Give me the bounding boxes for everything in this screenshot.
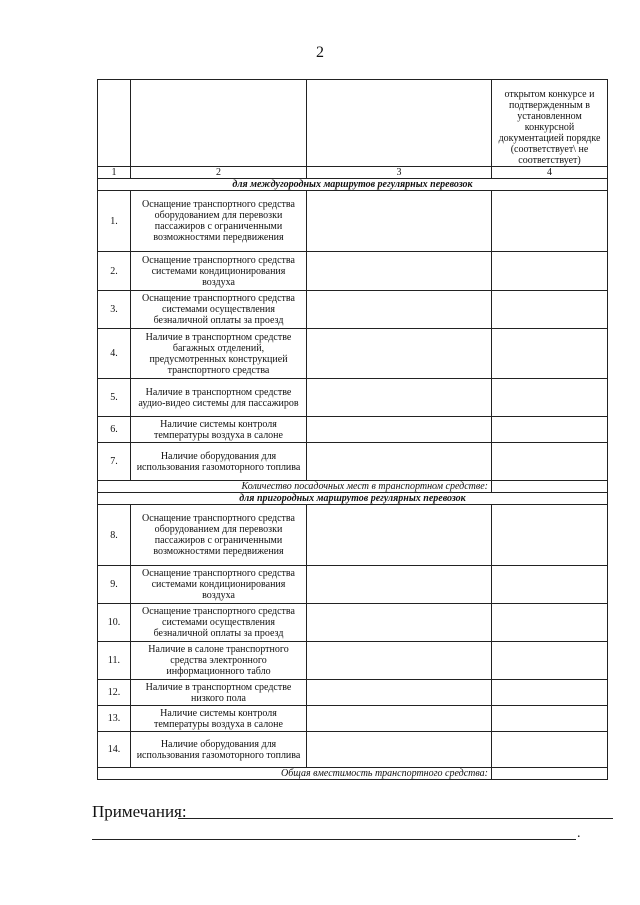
compliance-cell bbox=[492, 252, 608, 291]
row-number: 4. bbox=[98, 329, 131, 379]
criterion-text: Оснащение транспортного средства системами кондиционирования воздуха bbox=[131, 252, 307, 291]
table-row bbox=[98, 191, 608, 252]
compliance-cell bbox=[492, 443, 608, 481]
criterion-text: Наличие системы контроля температуры воздуха в салоне bbox=[131, 417, 307, 443]
value-cell bbox=[307, 642, 492, 680]
value-cell bbox=[307, 329, 492, 379]
column-number-2: 2 bbox=[131, 167, 307, 179]
value-cell bbox=[307, 680, 492, 706]
header-cell-1 bbox=[98, 80, 131, 167]
header-cell-4: открытом конкурсе и подтвержденным в установленном конкурсной документацией порядке (соответствует\ не соответствует) bbox=[492, 80, 608, 167]
value-cell bbox=[307, 417, 492, 443]
section-title: для пригородных маршрутов регулярных перевозок bbox=[98, 493, 608, 505]
compliance-cell bbox=[492, 680, 608, 706]
column-number-1: 1 bbox=[98, 167, 131, 179]
criterion-text: Наличие оборудования для использования газомоторного топлива bbox=[131, 443, 307, 481]
value-cell bbox=[307, 505, 492, 566]
value-cell bbox=[307, 191, 492, 252]
compliance-cell bbox=[492, 604, 608, 642]
value-cell bbox=[307, 252, 492, 291]
table-row bbox=[98, 291, 608, 329]
compliance-cell bbox=[492, 505, 608, 566]
column-number-4: 4 bbox=[492, 167, 608, 179]
total-row bbox=[98, 768, 608, 780]
notes-label: Примечания: bbox=[92, 802, 187, 821]
header-cell-3 bbox=[307, 80, 492, 167]
criterion-text: Наличие в транспортном средстве аудио-видео системы для пассажиров bbox=[131, 379, 307, 417]
criterion-text: Наличие системы контроля температуры воздуха в салоне bbox=[131, 706, 307, 732]
value-cell bbox=[307, 732, 492, 768]
row-number: 10. bbox=[98, 604, 131, 642]
value-cell bbox=[307, 604, 492, 642]
table-row bbox=[98, 417, 608, 443]
criteria-table bbox=[97, 79, 608, 780]
column-numbers-row bbox=[98, 167, 608, 179]
criterion-text: Наличие в транспортном средстве багажных отделений, предусмотренных конструкцией транспортного средства bbox=[131, 329, 307, 379]
table-row bbox=[98, 505, 608, 566]
table-row bbox=[98, 379, 608, 417]
table-row bbox=[98, 566, 608, 604]
compliance-cell bbox=[492, 732, 608, 768]
row-number: 13. bbox=[98, 706, 131, 732]
value-cell bbox=[307, 706, 492, 732]
compliance-cell bbox=[492, 642, 608, 680]
value-cell bbox=[307, 291, 492, 329]
table-row bbox=[98, 604, 608, 642]
notes-section bbox=[92, 802, 612, 841]
row-number: 7. bbox=[98, 443, 131, 481]
section-title-row bbox=[98, 493, 608, 505]
criterion-text: Оснащение транспортного средства системами кондиционирования воздуха bbox=[131, 566, 307, 604]
page-number: 2 bbox=[316, 44, 324, 61]
section-title-row bbox=[98, 179, 608, 191]
criterion-text: Наличие оборудования для использования газомоторного топлива bbox=[131, 732, 307, 768]
row-number: 3. bbox=[98, 291, 131, 329]
table-row bbox=[98, 706, 608, 732]
value-cell bbox=[307, 566, 492, 604]
criterion-text: Оснащение транспортного средства оборудованием для перевозки пассажиров с ограниченными возможностями передвижения bbox=[131, 191, 307, 252]
criterion-text: Наличие в транспортном средстве низкого пола bbox=[131, 680, 307, 706]
compliance-cell bbox=[492, 706, 608, 732]
table-row bbox=[98, 329, 608, 379]
table-row bbox=[98, 443, 608, 481]
notes-fill-line-1 bbox=[178, 818, 613, 819]
total-value bbox=[492, 768, 608, 780]
compliance-cell bbox=[492, 329, 608, 379]
notes-end-mark: . bbox=[577, 826, 581, 841]
row-number: 11. bbox=[98, 642, 131, 680]
notes-fill-line-2 bbox=[92, 839, 576, 840]
table-header-row bbox=[98, 80, 608, 167]
compliance-cell bbox=[492, 291, 608, 329]
value-cell bbox=[307, 443, 492, 481]
section-title: для междугородных маршрутов регулярных перевозок bbox=[98, 179, 608, 191]
total-label: Общая вместимость транспортного средства: bbox=[98, 768, 492, 780]
compliance-cell bbox=[492, 566, 608, 604]
table-row bbox=[98, 642, 608, 680]
value-cell bbox=[307, 379, 492, 417]
row-number: 1. bbox=[98, 191, 131, 252]
row-number: 6. bbox=[98, 417, 131, 443]
compliance-cell bbox=[492, 417, 608, 443]
column-number-3: 3 bbox=[307, 167, 492, 179]
table-row bbox=[98, 680, 608, 706]
row-number: 8. bbox=[98, 505, 131, 566]
criterion-text: Наличие в салоне транспортного средства электронного информационного табло bbox=[131, 642, 307, 680]
header-cell-2 bbox=[131, 80, 307, 167]
row-number: 9. bbox=[98, 566, 131, 604]
criterion-text: Оснащение транспортного средства системами осуществления безналичной оплаты за проезд bbox=[131, 291, 307, 329]
criterion-text: Оснащение транспортного средства оборудованием для перевозки пассажиров с ограниченными возможностями передвижения bbox=[131, 505, 307, 566]
row-number: 14. bbox=[98, 732, 131, 768]
row-number: 5. bbox=[98, 379, 131, 417]
table-row bbox=[98, 252, 608, 291]
total-label: Количество посадочных мест в транспортном средстве: bbox=[98, 481, 492, 493]
total-row bbox=[98, 481, 608, 493]
criterion-text: Оснащение транспортного средства системами осуществления безналичной оплаты за проезд bbox=[131, 604, 307, 642]
compliance-cell bbox=[492, 379, 608, 417]
total-value bbox=[492, 481, 608, 493]
compliance-cell bbox=[492, 191, 608, 252]
row-number: 2. bbox=[98, 252, 131, 291]
table-row bbox=[98, 732, 608, 768]
row-number: 12. bbox=[98, 680, 131, 706]
